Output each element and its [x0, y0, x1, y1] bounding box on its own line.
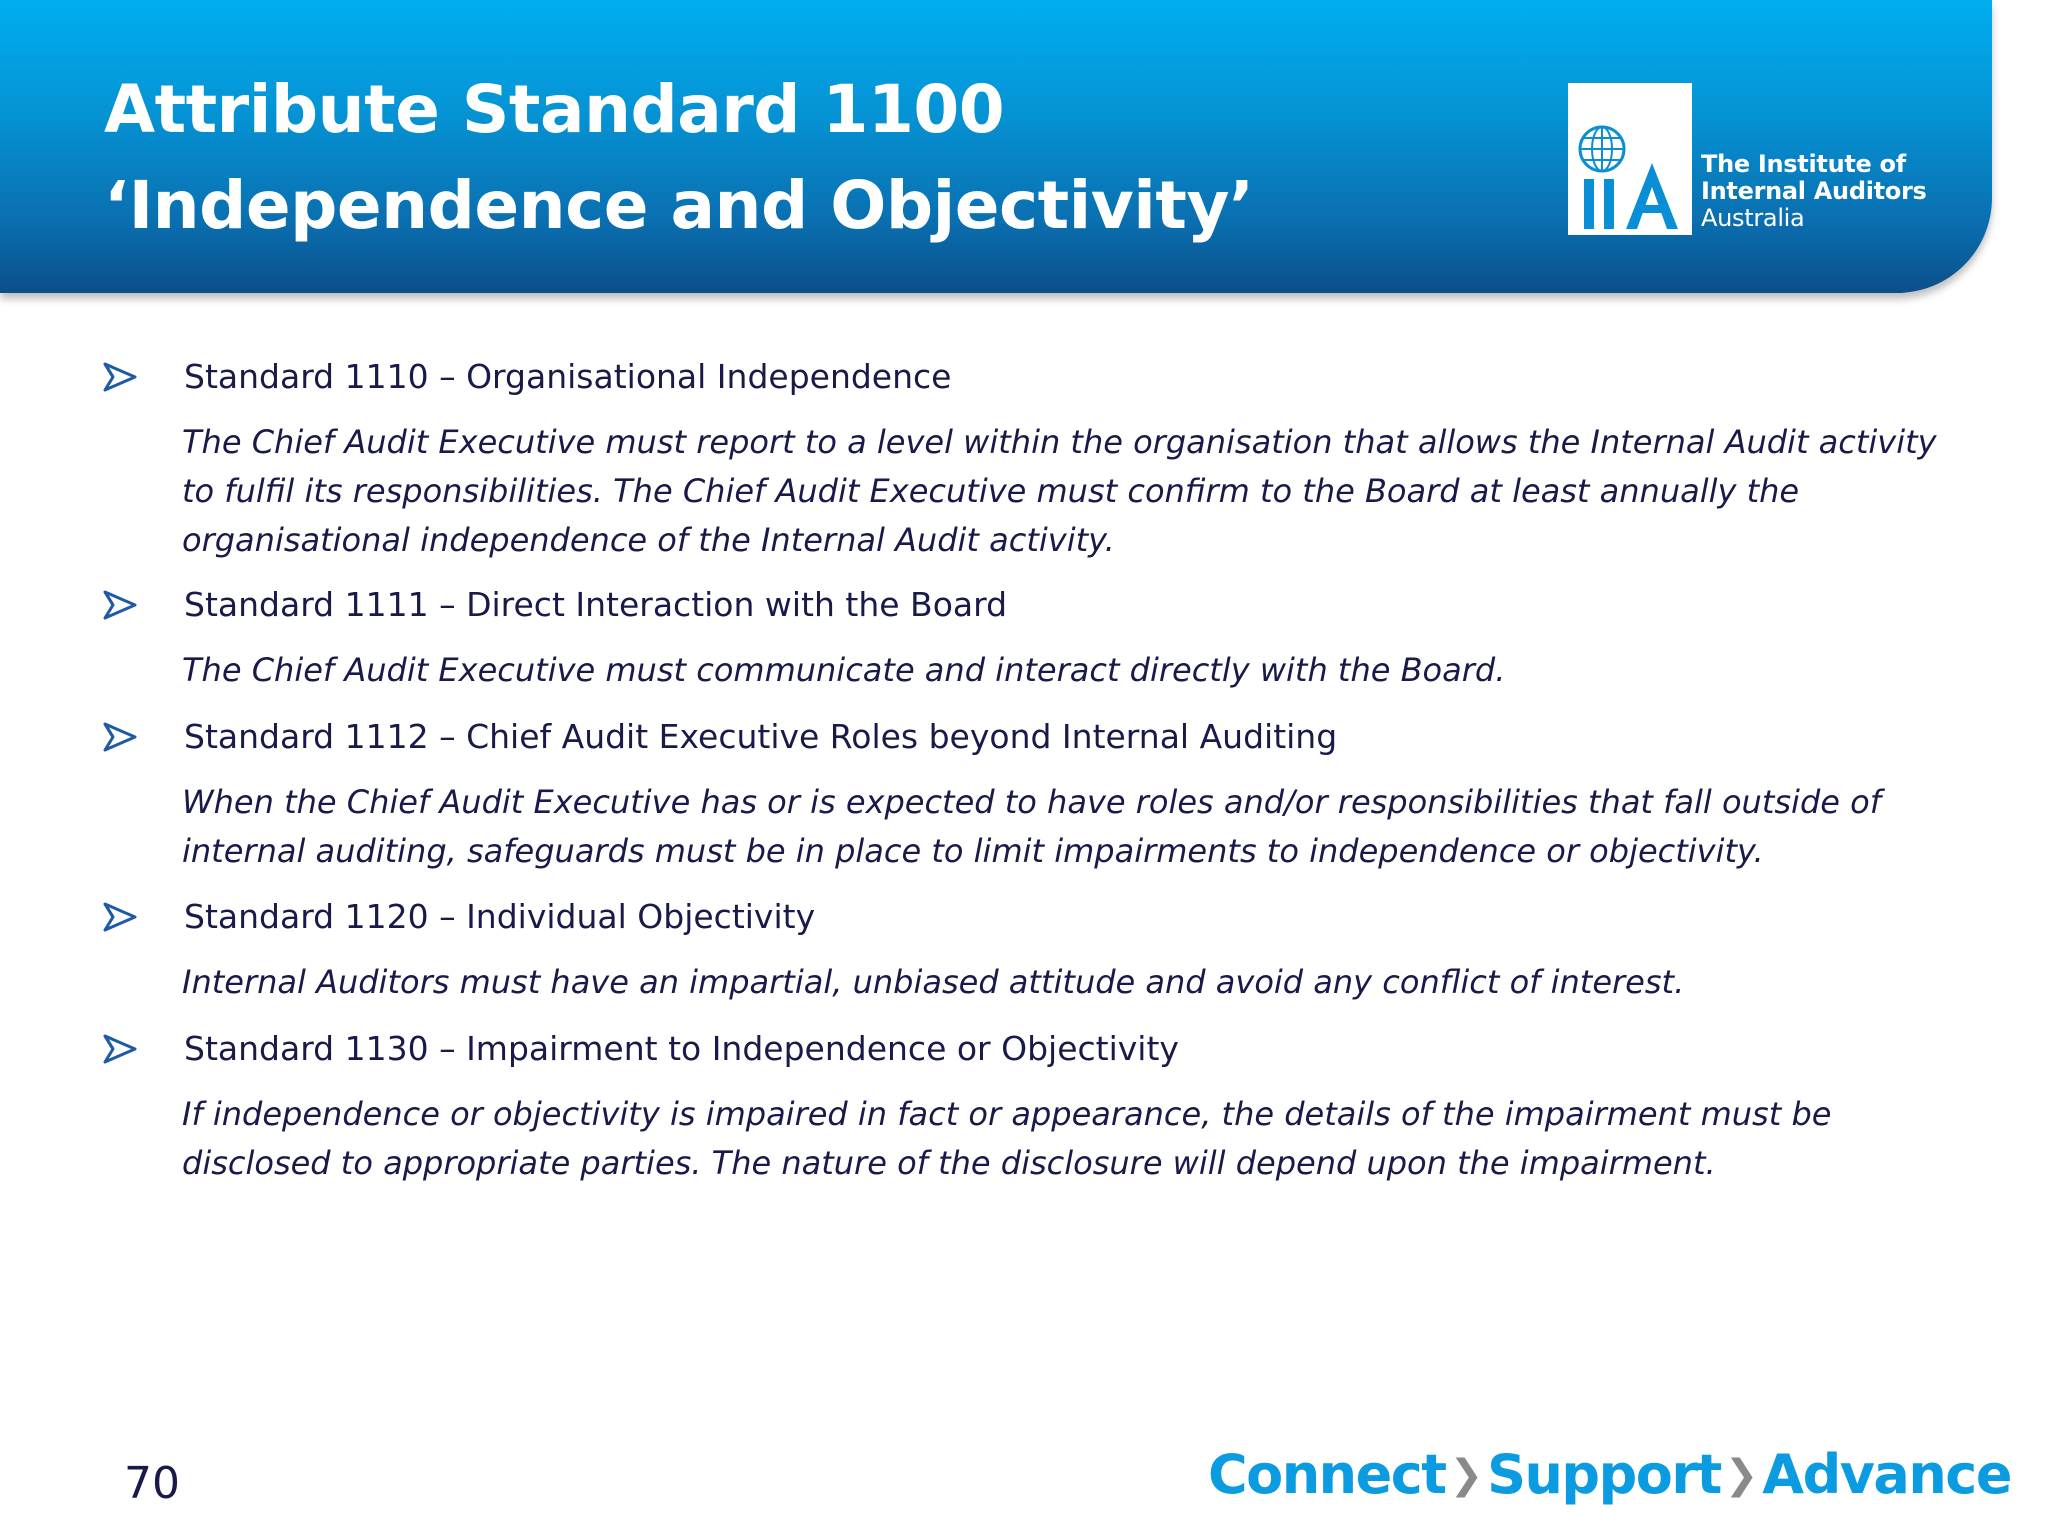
page-number: 70: [124, 1458, 180, 1509]
standard-1111-heading: Standard 1111 – Direct Interaction with the Board: [184, 585, 1008, 624]
description-line: to fulfil its responsibilities. The Chief Audit Executive must confirm to the Board at least annually the: [182, 472, 1800, 510]
arrow-bullet-icon: [103, 590, 137, 620]
title-line-2: ‘Independence and Objectivity’: [104, 167, 1254, 244]
tagline: [1208, 1440, 2011, 1510]
description-line: The Chief Audit Executive must communicate and interact directly with the Board.: [182, 651, 1506, 689]
standard-1111-description: [182, 646, 1982, 695]
standard-1112-description: [182, 778, 1982, 876]
standard-1130-heading: Standard 1130 – Impairment to Independence or Objectivity: [184, 1029, 1179, 1068]
standard-1120-heading: Standard 1120 – Individual Objectivity: [184, 897, 816, 936]
description-line: internal auditing, safeguards must be in place to limit impairments to independence or objectivity.: [182, 832, 1764, 870]
arrow-bullet-icon: [103, 362, 137, 392]
logo-line-1: The Institute of: [1701, 150, 1906, 178]
tagline-support: Support: [1487, 1443, 1721, 1506]
logo-line-3: Australia: [1701, 204, 1805, 232]
logo-line-2: Internal Auditors: [1701, 177, 1927, 205]
description-line: disclosed to appropriate parties. The nature of the disclosure will depend upon the impairment.: [182, 1144, 1716, 1182]
description-line: Internal Auditors must have an impartial, unbiased attitude and avoid any conflict of interest.: [182, 963, 1685, 1001]
standard-1110-heading: Standard 1110 – Organisational Independence: [184, 357, 952, 396]
chevron-right-icon: ❯: [1724, 1452, 1759, 1498]
description-line: If independence or objectivity is impaired in fact or appearance, the details of the impairment must be: [182, 1095, 1832, 1133]
standard-1110-description: [182, 418, 1982, 565]
description-line: organisational independence of the Internal Audit activity.: [182, 521, 1115, 559]
arrow-bullet-icon: [103, 722, 137, 752]
chevron-right-icon: ❯: [1449, 1452, 1484, 1498]
standard-1112-heading: Standard 1112 – Chief Audit Executive Roles beyond Internal Auditing: [184, 717, 1338, 756]
title-line-1: Attribute Standard 1100: [104, 71, 1005, 148]
standard-1120-description: [182, 958, 1982, 1007]
description-line: When the Chief Audit Executive has or is expected to have roles and/or responsibilities that fall outside of: [182, 783, 1881, 821]
standard-1130-description: [182, 1090, 1982, 1188]
tagline-advance: Advance: [1762, 1443, 2011, 1506]
arrow-bullet-icon: [103, 902, 137, 932]
tagline-connect: Connect: [1208, 1443, 1446, 1506]
description-line: The Chief Audit Executive must report to a level within the organisation that allows the Internal Audit activity: [182, 423, 1937, 461]
arrow-bullet-icon: [103, 1034, 137, 1064]
